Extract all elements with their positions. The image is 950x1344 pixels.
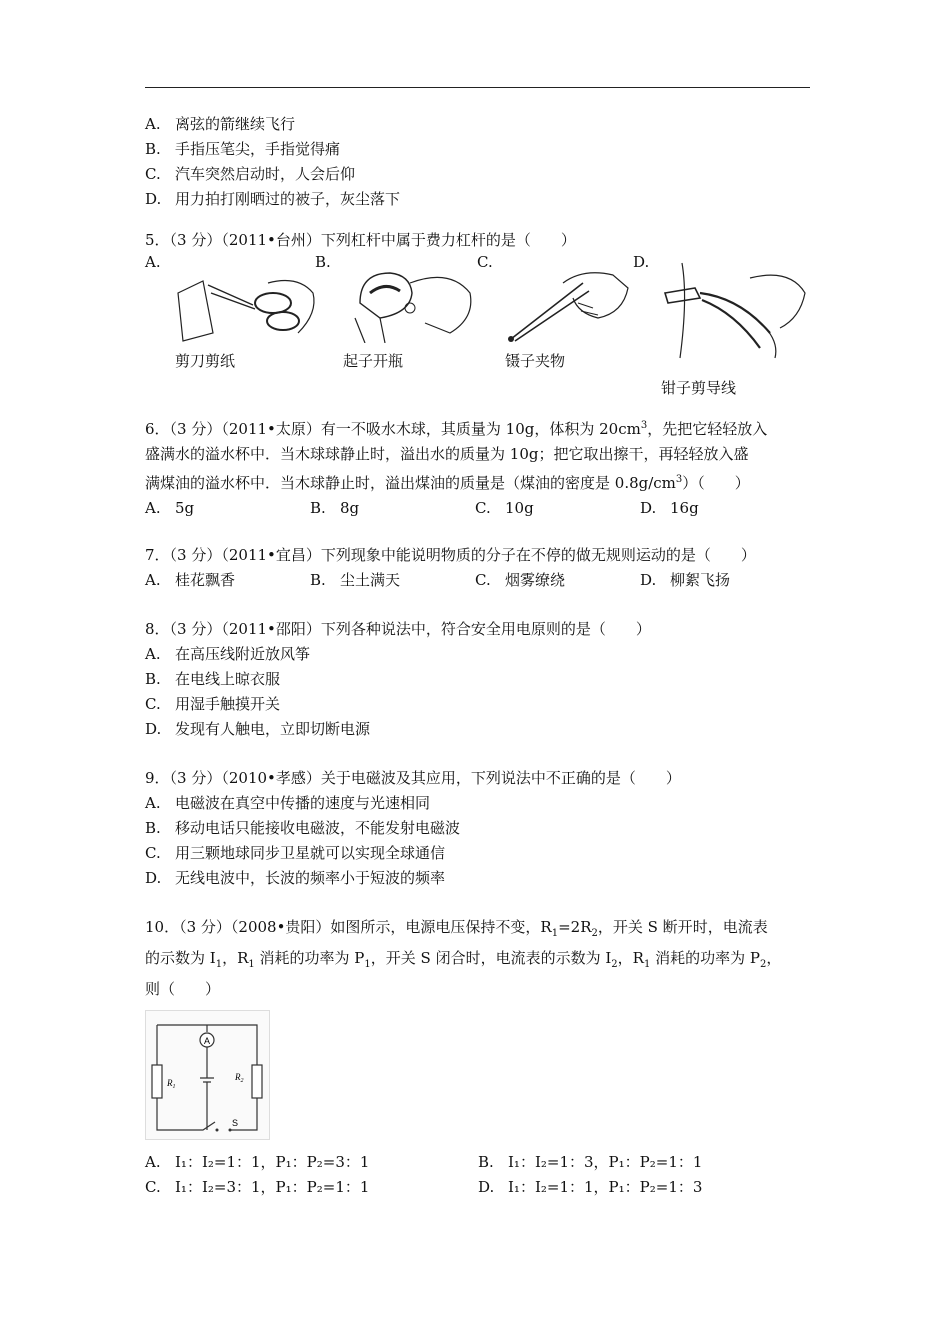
q6-options — [145, 496, 813, 521]
q4-options — [145, 112, 813, 212]
question-7 — [145, 543, 813, 593]
q5-caption-d: 钳子剪导线 — [661, 379, 737, 397]
q6-option-a[interactable]: A. 5g — [145, 499, 195, 517]
q10-option-c[interactable]: C. I₁：I₂=3：1，P₁：P₂=1：1 — [145, 1178, 370, 1196]
q10-option-a[interactable]: A. I₁：I₂=1：1，P₁：P₂=3：1 — [145, 1153, 370, 1171]
q5-stem: 5．（3 分）（2011•台州）下列杠杆中属于费力杠杆的是（ ） — [145, 231, 576, 249]
scissors-cutting-paper-image — [173, 263, 323, 343]
q5-label-d[interactable]: D. — [633, 253, 650, 271]
question-6 — [145, 413, 813, 521]
q9-stem: 9．（3 分）（2010•孝感）关于电磁波及其应用，下列说法中不正确的是（ ） — [145, 769, 681, 787]
q8-option-a[interactable]: A. 在高压线附近放风筝 — [145, 645, 311, 663]
ammeter-label: A — [203, 1036, 211, 1046]
question-9 — [145, 766, 813, 891]
q7-option-a[interactable]: A. 桂花飘香 — [145, 571, 236, 589]
r1-label: $R_1$ — [167, 1078, 176, 1090]
q4-option-b[interactable]: B. 手指压笔尖，手指觉得痛 — [145, 140, 341, 158]
q10-option-d[interactable]: D. I₁：I₂=1：1，P₁：P₂=1：3 — [478, 1178, 703, 1196]
q9-option-a[interactable]: A. 电磁波在真空中传播的速度与光速相同 — [145, 794, 431, 812]
q7-option-c[interactable]: C. 烟雾缭绕 — [475, 571, 566, 589]
q8-option-b[interactable]: B. 在电线上晾衣服 — [145, 670, 281, 688]
q5-label-b[interactable]: B. — [315, 253, 331, 271]
q10-stem-line2: 的示数为 $I_1$，$R_1$ 消耗的功率为 $P_1$，开关 S 闭合时，电流表的示数为 $I_2$，$R_1$ 消耗的功率为 $P_2$， — [145, 949, 782, 970]
q5-label-c[interactable]: C. — [477, 253, 493, 271]
q7-option-b[interactable]: B. 尘土满天 — [310, 571, 401, 589]
q5-label-a[interactable]: A. — [145, 253, 161, 271]
question-10 — [145, 915, 813, 1200]
q7-options — [145, 568, 813, 593]
q9-option-b[interactable]: B. 移动电话只能接收电磁波，不能发射电磁波 — [145, 819, 461, 837]
circuit-diagram — [145, 1010, 270, 1140]
q10-options-row1 — [145, 1150, 813, 1175]
q6-option-d[interactable]: D. 16g — [640, 499, 699, 517]
q4-option-d[interactable]: D. 用力拍打刚晒过的被子，灰尘落下 — [145, 190, 401, 208]
question-8 — [145, 617, 813, 742]
q6-option-c[interactable]: C. 10g — [475, 499, 534, 517]
q7-option-d[interactable]: D. 柳絮飞扬 — [640, 571, 731, 589]
q5-caption-b: 起子开瓶 — [343, 352, 404, 370]
q10-stem-line3: 则（ ） — [145, 980, 221, 998]
switch-label: S — [232, 1118, 239, 1128]
q10-option-b[interactable]: B. I₁：I₂=1：3，P₁：P₂=1：1 — [478, 1153, 703, 1171]
pliers-cutting-wire-image — [660, 258, 810, 368]
exam-page — [145, 112, 813, 1200]
bottle-opener-image — [340, 263, 480, 343]
q9-option-c[interactable]: C. 用三颗地球同步卫星就可以实现全球通信 — [145, 844, 446, 862]
q6-stem-line3: 满煤油的溢水杯中．当木球静止时，溢出煤油的质量是（煤油的密度是 $0.8g/cm^3$）（ ） — [145, 474, 750, 492]
resistor-r1 — [152, 1065, 162, 1098]
resistor-r2 — [252, 1065, 262, 1098]
q5-caption-c: 镊子夹物 — [505, 352, 566, 370]
q4-option-a[interactable]: A. 离弦的箭继续飞行 — [145, 115, 296, 133]
q6-stem-line1: 6．（3 分）（2011•太原）有一不吸水木球，其质量为 10g，体积为 $20cm^3$，先把它轻轻放入 — [145, 420, 768, 438]
r2-label: $R_2$ — [235, 1072, 244, 1084]
header-rule — [145, 87, 810, 88]
q8-option-d[interactable]: D. 发现有人触电，立即切断电源 — [145, 720, 371, 738]
q8-stem: 8．（3 分）（2011•邵阳）下列各种说法中，符合安全用电原则的是（ ） — [145, 620, 651, 638]
tweezers-image — [503, 263, 633, 343]
q6-option-b[interactable]: B. 8g — [310, 499, 360, 517]
q9-option-d[interactable]: D. 无线电波中，长波的频率小于短波的频率 — [145, 869, 446, 887]
q7-stem: 7．（3 分）（2011•宜昌）下列现象中能说明物质的分子在不停的做无规则运动的是（ ） — [145, 546, 756, 564]
q8-option-c[interactable]: C. 用湿手触摸开关 — [145, 695, 281, 713]
q10-options-row2 — [145, 1175, 813, 1200]
q5-caption-a: 剪刀剪纸 — [175, 352, 236, 370]
question-5 — [145, 228, 813, 403]
q5-images — [145, 253, 813, 403]
q10-stem-line1: 10．（3 分）（2008•贵阳）如图所示，电源电压保持不变，$R_1=2R_2$，开关 S 断开时，电流表 — [145, 918, 768, 939]
q4-option-c[interactable]: C. 汽车突然启动时，人会后仰 — [145, 165, 356, 183]
q6-stem-line2: 盛满水的溢水杯中．当木球球静止时，溢出水的质量为 10g；把它取出擦干，再轻轻放入盛 — [145, 445, 749, 463]
